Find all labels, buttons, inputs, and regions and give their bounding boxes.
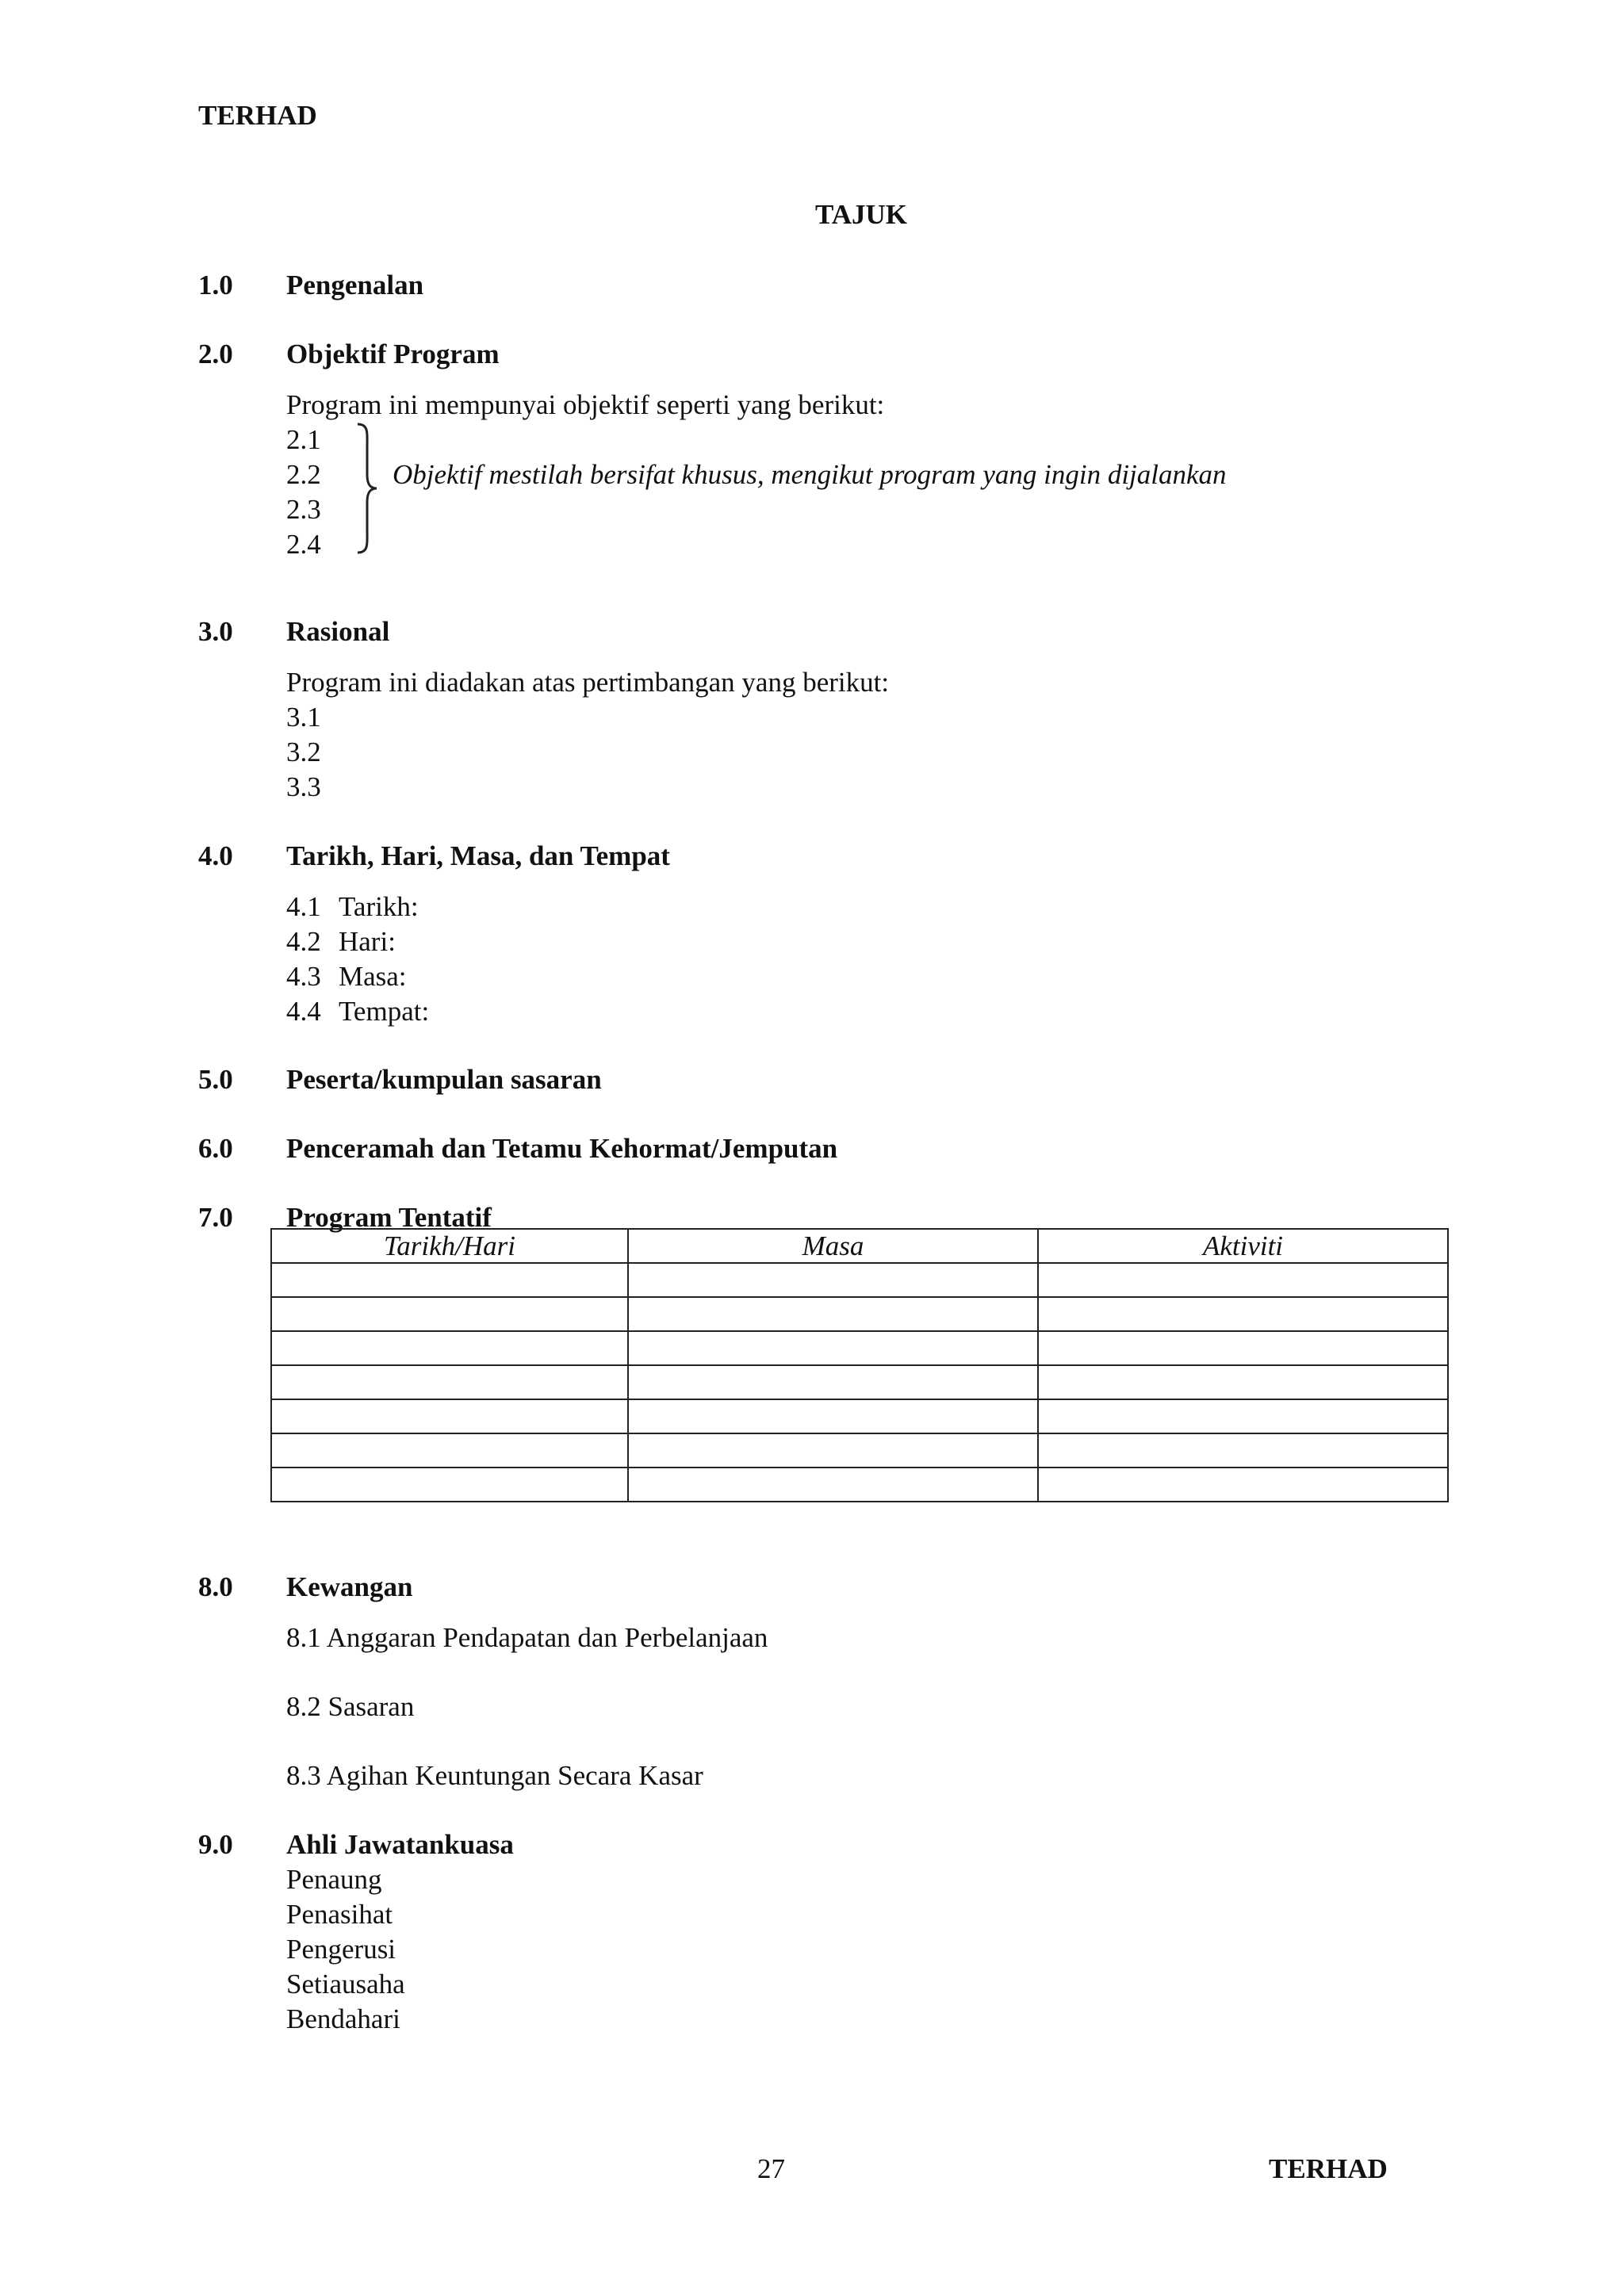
section-4-number: 4.0: [198, 840, 233, 871]
table-cell-aktiviti: [1038, 1263, 1448, 1297]
column-header-tarikh-hari: Tarikh/Hari: [271, 1229, 628, 1263]
table-body: [271, 1263, 1448, 1502]
table-cell-masa: [628, 1399, 1038, 1433]
section-2-item: 2.3: [286, 494, 321, 525]
table-row: [271, 1468, 1448, 1502]
table-row: [271, 1433, 1448, 1468]
section-3-item: 3.3: [286, 771, 321, 802]
section-2-title: Objektif Program: [286, 339, 500, 369]
table-row: [271, 1365, 1448, 1399]
committee-role: Bendahari: [286, 2003, 400, 2034]
section-4-item-number: 4.2: [286, 926, 321, 957]
section-2-number: 2.0: [198, 339, 233, 369]
header-classification: TERHAD: [198, 100, 317, 131]
section-8-item: 8.2 Sasaran: [286, 1691, 415, 1722]
table-cell-aktiviti: [1038, 1365, 1448, 1399]
section-7-title: Program Tentatif: [286, 1202, 492, 1233]
section-4-title: Tarikh, Hari, Masa, dan Tempat: [286, 840, 670, 871]
table-cell-masa: [628, 1468, 1038, 1502]
table-cell-tarikh-hari: [271, 1468, 628, 1502]
section-7-number: 7.0: [198, 1202, 233, 1233]
table-cell-masa: [628, 1331, 1038, 1365]
section-4-item-label: Masa:: [339, 961, 407, 992]
committee-role: Penaung: [286, 1864, 382, 1895]
section-5-number: 5.0: [198, 1064, 233, 1095]
table-cell-aktiviti: [1038, 1399, 1448, 1433]
section-4-item-number: 4.4: [286, 996, 321, 1027]
table-cell-tarikh-hari: [271, 1297, 628, 1331]
committee-role: Pengerusi: [286, 1934, 396, 1965]
table-cell-masa: [628, 1365, 1038, 1399]
section-9-title: Ahli Jawatankuasa: [286, 1829, 514, 1860]
table-cell-aktiviti: [1038, 1331, 1448, 1365]
table-cell-tarikh-hari: [271, 1433, 628, 1468]
document-title: TAJUK: [815, 199, 908, 230]
table-cell-masa: [628, 1263, 1038, 1297]
section-1-title: Pengenalan: [286, 270, 424, 300]
section-8-item: 8.1 Anggaran Pendapatan dan Perbelanjaan: [286, 1622, 768, 1653]
committee-role: Setiausaha: [286, 1969, 405, 1999]
table-row: [271, 1297, 1448, 1331]
table-row: [271, 1263, 1448, 1297]
table-cell-masa: [628, 1297, 1038, 1331]
table-row: [271, 1399, 1448, 1433]
section-2-item: 2.2: [286, 459, 321, 490]
committee-role: Penasihat: [286, 1899, 393, 1930]
table-cell-tarikh-hari: [271, 1331, 628, 1365]
section-3-item: 3.2: [286, 737, 321, 767]
section-5-title: Peserta/kumpulan sasaran: [286, 1064, 602, 1095]
section-6-title: Penceramah dan Tetamu Kehormat/Jemputan: [286, 1133, 838, 1164]
column-header-aktiviti: Aktiviti: [1038, 1229, 1448, 1263]
table-cell-aktiviti: [1038, 1297, 1448, 1331]
table-header-row: [271, 1229, 1448, 1263]
section-3-intro: Program ini diadakan atas pertimbangan yang berikut:: [286, 667, 890, 698]
section-8-title: Kewangan: [286, 1571, 413, 1602]
table-row: [271, 1331, 1448, 1365]
section-6-number: 6.0: [198, 1133, 233, 1164]
table-cell-aktiviti: [1038, 1468, 1448, 1502]
section-2-item: 2.1: [286, 424, 321, 455]
table-cell-tarikh-hari: [271, 1399, 628, 1433]
section-1-number: 1.0: [198, 270, 233, 300]
column-header-masa: Masa: [628, 1229, 1038, 1263]
section-4-item-number: 4.3: [286, 961, 321, 992]
table-cell-masa: [628, 1433, 1038, 1468]
section-3-title: Rasional: [286, 616, 390, 647]
right-brace-icon: [351, 421, 383, 556]
section-9-number: 9.0: [198, 1829, 233, 1860]
section-3-number: 3.0: [198, 616, 233, 647]
table-cell-aktiviti: [1038, 1433, 1448, 1468]
table-cell-tarikh-hari: [271, 1263, 628, 1297]
section-4-item-label: Hari:: [339, 926, 396, 957]
table-cell-tarikh-hari: [271, 1365, 628, 1399]
tentative-program-table: [270, 1228, 1449, 1502]
page-number: 27: [757, 2153, 785, 2184]
section-4-item-number: 4.1: [286, 891, 321, 922]
section-4-item-label: Tarikh:: [339, 891, 419, 922]
objectives-note: Objektif mestilah bersifat khusus, mengikut program yang ingin dijalankan: [393, 459, 1227, 490]
section-3-item: 3.1: [286, 702, 321, 733]
section-8-number: 8.0: [198, 1571, 233, 1602]
section-2-intro: Program ini mempunyai objektif seperti yang berikut:: [286, 389, 885, 420]
section-4-item-label: Tempat:: [339, 996, 430, 1027]
section-2-item: 2.4: [286, 529, 321, 560]
section-8-item: 8.3 Agihan Keuntungan Secara Kasar: [286, 1760, 703, 1791]
footer-classification: TERHAD: [1269, 2153, 1388, 2184]
